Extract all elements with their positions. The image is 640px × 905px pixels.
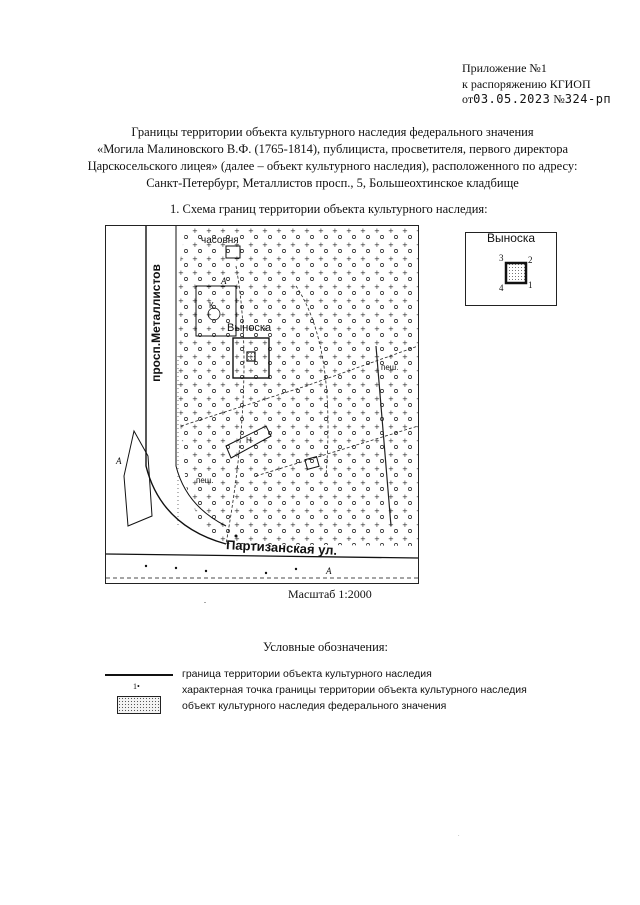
callout-tag-label: Выноска: [227, 322, 272, 334]
callout-box: [465, 232, 557, 306]
street-label: Партизанская ул.: [225, 537, 338, 558]
building-h-label: Н: [246, 436, 252, 445]
order-date-line: [462, 92, 611, 107]
point-3: 3: [499, 253, 504, 263]
legend-item-point: характерная точка границы территории объекта культурного наследия: [182, 684, 527, 696]
legend-item-heritage: объект культурного наследия федерального значения: [182, 700, 447, 712]
legend-boundary-line-symbol: [105, 674, 173, 676]
page-mark: .: [458, 832, 460, 838]
point-4: 4: [499, 283, 504, 293]
order-reference: к распоряжению КГИОП: [462, 77, 591, 91]
title-line: Санкт-Петербург, Металлистов просп., 5, Большеохтинское кладбище: [146, 176, 519, 190]
title-line: Царскосельского лицея» (далее – объект культурного наследия), расположенного по адресу:: [87, 159, 578, 173]
number-prefix: №: [553, 92, 565, 106]
appendix-label: Приложение №1: [462, 61, 547, 75]
document-title: [40, 124, 625, 192]
map-mark-a: А: [326, 566, 332, 576]
title-line: Границы территории объекта культурного наследия федерального значения: [131, 125, 534, 139]
pedestrian-label: пеш.: [381, 363, 399, 372]
handwritten-number: 324-рп: [564, 92, 612, 106]
point-2: 2: [528, 255, 533, 265]
section-heading: 1. Схема границ территории объекта культурного наследия:: [170, 202, 488, 216]
pedestrian-label: пеш.: [196, 476, 214, 485]
legend-item-boundary: граница территории объекта культурного наследия: [182, 668, 432, 680]
legend-point-symbol: 1•: [133, 682, 140, 691]
boundary-map: [105, 225, 419, 584]
page-dot: .: [204, 596, 206, 605]
callout-title: Выноска: [486, 231, 536, 245]
date-prefix: от: [462, 92, 474, 106]
building-k-label: К: [209, 301, 214, 310]
legend-heritage-symbol: [117, 696, 161, 714]
title-line: «Могила Малиновского В.Ф. (1765-1814), публициста, просветителя, первого директора: [96, 142, 568, 156]
map-mark-a: А: [116, 456, 122, 466]
scale-label: Масштаб 1:2000: [288, 587, 372, 601]
point-1: 1: [528, 280, 533, 290]
handwritten-date: 03.05.2023: [473, 92, 551, 106]
avenue-label: просп.Металлистов: [149, 264, 163, 382]
legend-title: Условные обозначения:: [263, 640, 389, 654]
chapel-label: часовня: [201, 235, 239, 246]
callout-drawing: [466, 233, 556, 305]
map-mark-a: А: [221, 276, 227, 286]
